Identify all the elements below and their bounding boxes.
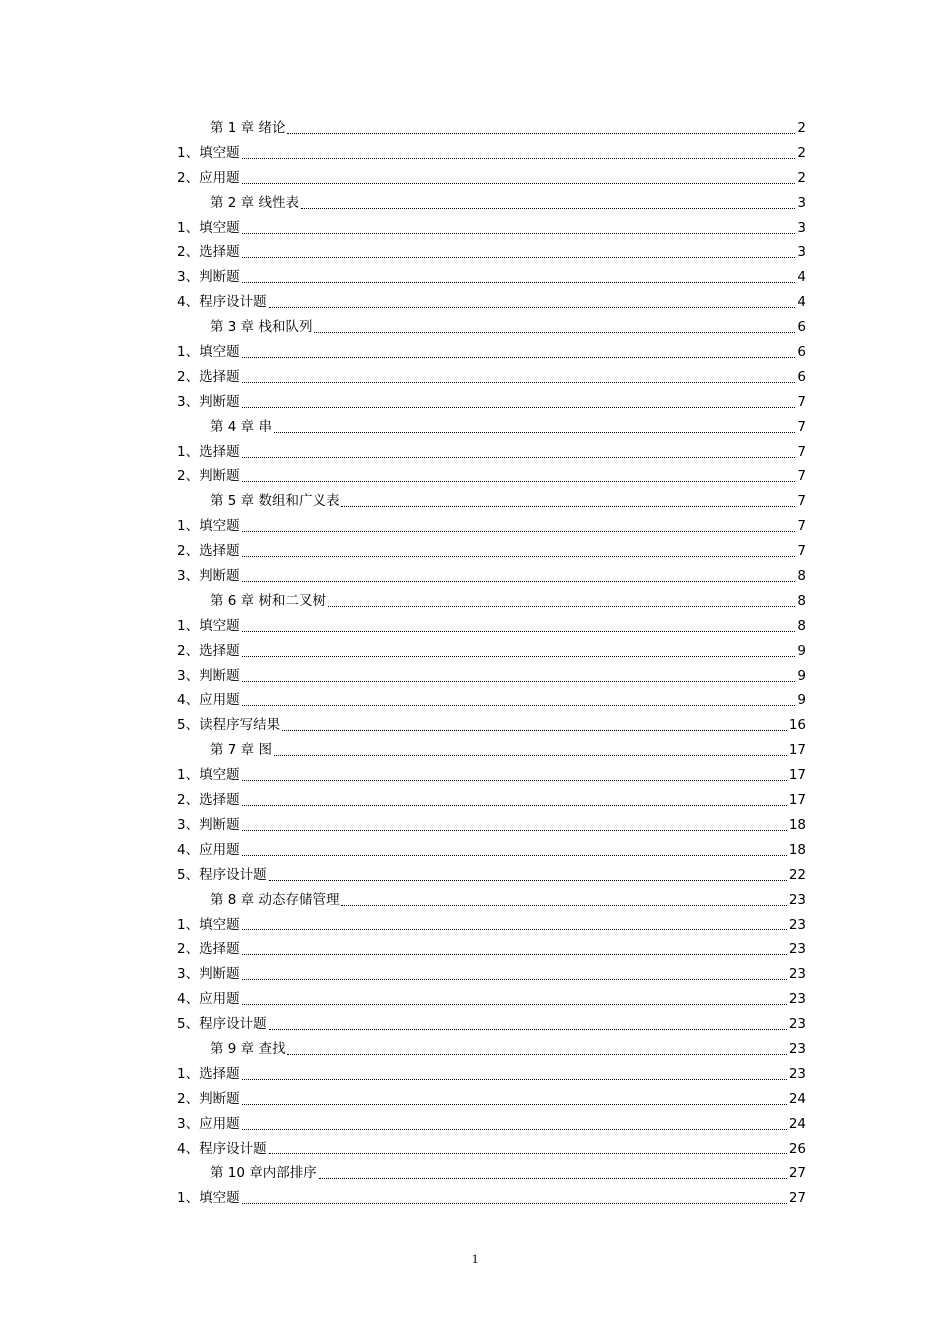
toc-entry-page: 6 [797,368,806,385]
toc-entry-title: 3、判断题 [177,568,240,585]
toc-entry-page: 7 [797,543,806,560]
toc-section-entry[interactable] [177,141,806,166]
toc-section-entry[interactable] [177,763,806,788]
dot-leader [242,257,796,258]
toc-entry-page: 3 [797,194,806,211]
toc-entry-page: 7 [797,518,806,535]
dot-leader [242,556,796,557]
toc-section-entry[interactable] [177,166,806,191]
dot-leader [319,1178,787,1179]
dot-leader [242,183,796,184]
dot-leader [242,481,796,482]
toc-entry-page: 6 [797,344,806,361]
toc-section-entry[interactable] [177,1186,806,1211]
toc-entry-title: 3、判断题 [177,269,240,286]
dot-leader [287,1054,786,1055]
toc-entry-page: 7 [797,418,806,435]
toc-chapter-entry[interactable] [177,1161,806,1186]
toc-entry-title: 2、选择题 [177,244,240,261]
dot-leader [242,1004,787,1005]
toc-chapter-entry[interactable] [177,589,806,614]
dot-leader [242,929,787,930]
toc-entry-title: 5、读程序写结果 [177,717,281,734]
toc-chapter-entry[interactable] [177,315,806,340]
dot-leader [341,506,795,507]
toc-entry-page: 8 [797,568,806,585]
toc-entry-page: 16 [788,717,806,734]
toc-chapter-entry[interactable] [177,489,806,514]
toc-entry-page: 23 [788,966,806,983]
toc-section-entry[interactable] [177,863,806,888]
dot-leader [242,631,796,632]
toc-section-entry[interactable] [177,788,806,813]
toc-entry-page: 23 [788,891,806,908]
toc-entry-title: 1、选择题 [177,1065,240,1082]
toc-entry-page: 7 [797,493,806,510]
dot-leader [269,1029,787,1030]
toc-entry-page: 9 [797,692,806,709]
toc-entry-title: 第 7 章 图 [210,742,272,759]
toc-entry-page: 4 [797,294,806,311]
toc-entry-page: 2 [797,169,806,186]
toc-entry-title: 1、填空题 [177,344,240,361]
toc-section-entry[interactable] [177,290,806,315]
dot-leader [242,705,796,706]
toc-entry-page: 23 [788,916,806,933]
dot-leader [242,382,796,383]
toc-entry-title: 1、填空题 [177,144,240,161]
toc-entry-title: 3、判断题 [177,393,240,410]
dot-leader [242,158,796,159]
toc-section-entry[interactable] [177,564,806,589]
toc-entry-page: 23 [788,991,806,1008]
toc-entry-title: 4、应用题 [177,991,240,1008]
page-number: 1 [471,1251,479,1266]
toc-entry-page: 8 [797,617,806,634]
dot-leader [242,656,796,657]
dot-leader [242,1079,787,1080]
dot-leader [301,208,795,209]
dot-leader [287,133,795,134]
toc-entry-title: 4、程序设计题 [177,1140,267,1157]
toc-section-entry[interactable] [177,440,806,465]
toc-entry-title: 3、判断题 [177,816,240,833]
toc-entry-page: 17 [788,792,806,809]
toc-entry-title: 1、填空题 [177,219,240,236]
toc-entry-page: 18 [788,816,806,833]
toc-section-entry[interactable] [177,688,806,713]
toc-entry-page: 3 [797,219,806,236]
toc-entry-page: 26 [788,1140,806,1157]
toc-section-entry[interactable] [177,1112,806,1137]
toc-entry-title: 第 9 章 查找 [210,1040,286,1057]
toc-section-entry[interactable] [177,340,806,365]
toc-entry-page: 23 [788,941,806,958]
dot-leader [242,1203,787,1204]
dot-leader [314,332,795,333]
dot-leader [328,606,795,607]
dot-leader [269,1153,787,1154]
toc-section-entry[interactable] [177,390,806,415]
dot-leader [242,1104,787,1105]
toc-entry-title: 4、程序设计题 [177,294,267,311]
dot-leader [242,954,787,955]
toc-section-entry[interactable] [177,937,806,962]
toc-section-entry[interactable] [177,1087,806,1112]
toc-chapter-entry[interactable] [177,738,806,763]
toc-entry-title: 4、应用题 [177,841,240,858]
toc-entry-title: 2、判断题 [177,1090,240,1107]
toc-section-entry[interactable] [177,265,806,290]
toc-chapter-entry[interactable] [177,1037,806,1062]
dot-leader [341,905,786,906]
toc-entry-page: 6 [797,319,806,336]
toc-entry-page: 27 [788,1190,806,1207]
dot-leader [274,755,787,756]
toc-entry-title: 1、填空题 [177,518,240,535]
toc-entry-page: 9 [797,667,806,684]
dot-leader [269,307,796,308]
toc-entry-title: 3、应用题 [177,1115,240,1132]
toc-entry-page: 23 [788,1040,806,1057]
dot-leader [242,407,796,408]
toc-entry-page: 17 [788,767,806,784]
toc-entry-page: 23 [788,1065,806,1082]
toc-entry-title: 5、程序设计题 [177,1016,267,1033]
toc-entry-title: 4、应用题 [177,692,240,709]
dot-leader [242,531,796,532]
toc-entry-page: 7 [797,468,806,485]
dot-leader [242,581,796,582]
toc-entry-title: 1、填空题 [177,916,240,933]
toc-entry-title: 5、程序设计题 [177,866,267,883]
toc-entry-title: 2、选择题 [177,792,240,809]
toc-section-entry[interactable] [177,664,806,689]
table-of-contents [177,116,806,1211]
toc-entry-page: 4 [797,269,806,286]
toc-entry-page: 17 [788,742,806,759]
toc-section-entry[interactable] [177,514,806,539]
toc-entry-title: 1、选择题 [177,443,240,460]
toc-entry-page: 24 [788,1115,806,1132]
toc-chapter-entry[interactable] [177,888,806,913]
toc-section-entry[interactable] [177,913,806,938]
toc-entry-title: 2、应用题 [177,169,240,186]
toc-entry-title: 2、选择题 [177,642,240,659]
toc-entry-title: 第 4 章 串 [210,418,272,435]
toc-entry-title: 2、判断题 [177,468,240,485]
toc-section-entry[interactable] [177,365,806,390]
toc-entry-title: 第 3 章 栈和队列 [210,319,313,336]
toc-section-entry[interactable] [177,240,806,265]
toc-section-entry[interactable] [177,1062,806,1087]
dot-leader [282,730,787,731]
toc-entry-page: 24 [788,1090,806,1107]
toc-section-entry[interactable] [177,987,806,1012]
toc-entry-title: 3、判断题 [177,667,240,684]
toc-entry-page: 3 [797,244,806,261]
toc-entry-page: 2 [797,120,806,136]
dot-leader [274,432,795,433]
dot-leader [242,855,787,856]
toc-entry-title: 第 6 章 树和二叉树 [210,592,326,609]
dot-leader [242,282,796,283]
toc-section-entry[interactable] [177,614,806,639]
dot-leader [269,880,787,881]
toc-entry-title: 第 2 章 线性表 [210,194,299,211]
toc-section-entry[interactable] [177,962,806,987]
toc-chapter-entry[interactable] [177,191,806,216]
toc-entry-title: 第 1 章 绪论 [210,120,286,136]
toc-section-entry[interactable] [177,216,806,241]
toc-entry-page: 8 [797,592,806,609]
toc-chapter-entry[interactable] [177,116,806,141]
toc-entry-page: 2 [797,144,806,161]
toc-entry-title: 第 8 章 动态存储管理 [210,891,340,908]
dot-leader [242,357,796,358]
toc-entry-page: 27 [788,1165,806,1182]
toc-entry-title: 2、选择题 [177,543,240,560]
toc-entry-page: 22 [788,866,806,883]
toc-section-entry[interactable] [177,639,806,664]
dot-leader [242,457,796,458]
dot-leader [242,830,787,831]
dot-leader [242,780,787,781]
dot-leader [242,681,796,682]
toc-entry-page: 7 [797,443,806,460]
toc-section-entry[interactable] [177,1137,806,1162]
toc-entry-title: 2、选择题 [177,368,240,385]
toc-section-entry[interactable] [177,838,806,863]
toc-chapter-entry[interactable] [177,415,806,440]
toc-entry-title: 1、填空题 [177,617,240,634]
toc-section-entry[interactable] [177,1012,806,1037]
toc-entry-title: 第 10 章内部排序 [210,1165,317,1182]
toc-section-entry[interactable] [177,713,806,738]
dot-leader [242,979,787,980]
toc-entry-title: 2、选择题 [177,941,240,958]
toc-entry-title: 3、判断题 [177,966,240,983]
toc-entry-page: 18 [788,841,806,858]
dot-leader [242,1129,787,1130]
dot-leader [242,233,796,234]
toc-section-entry[interactable] [177,539,806,564]
toc-entry-title: 1、填空题 [177,767,240,784]
toc-entry-page: 23 [788,1016,806,1033]
toc-entry-page: 7 [797,393,806,410]
toc-section-entry[interactable] [177,813,806,838]
toc-entry-title: 1、填空题 [177,1190,240,1207]
dot-leader [242,805,787,806]
toc-section-entry[interactable] [177,464,806,489]
toc-entry-title: 第 5 章 数组和广义表 [210,493,340,510]
toc-entry-page: 9 [797,642,806,659]
